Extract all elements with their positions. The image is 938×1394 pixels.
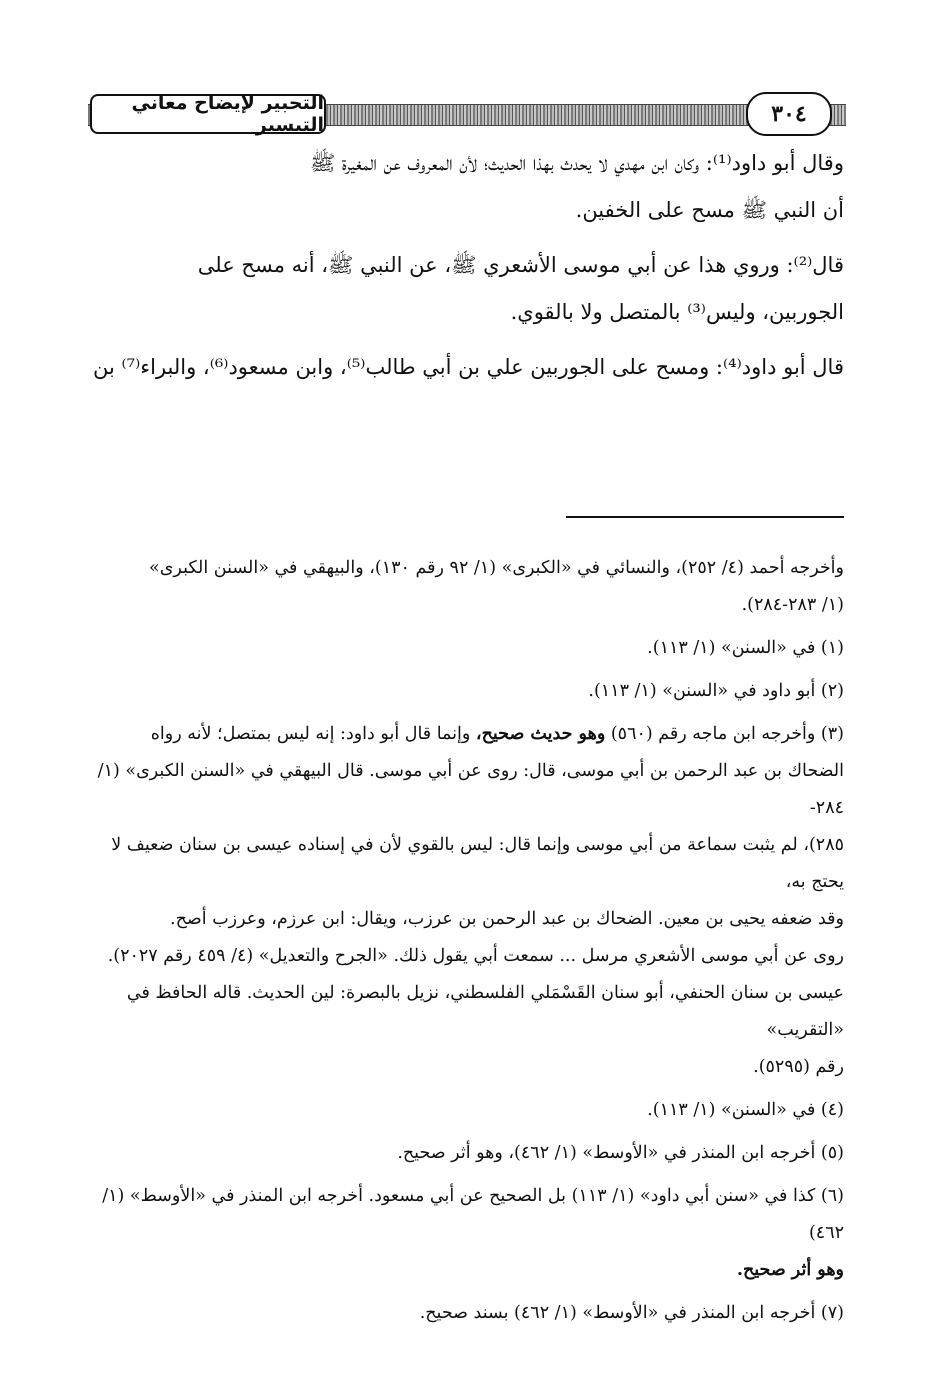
footnote-bold-text: وهو أثر صحيح.: [736, 1260, 844, 1280]
page-number: [746, 92, 832, 136]
footnote-1: (١) في «السنن» (١/ ١١٣).: [647, 638, 844, 658]
text-line: قال⁽²⁾: وروي هذا عن أبي موسى الأشعري ﷺ، عن النبي ﷺ، أنه مسح على: [197, 253, 844, 277]
footnote-7: (٧) أخرجه ابن المنذر في «الأوسط» (١/ ٤٦٢) بسند صحيح.: [419, 1303, 844, 1323]
footnote-line: الضحاك بن عبد الرحمن بن أبي موسى، قال: روى عن أبي موسى. قال البيهقي في «السنن الكبرى» (١/ ٢٨٤-: [97, 761, 844, 818]
footnote-2: (٢) أبو داود في «السنن» (١/ ١١٣).: [588, 681, 844, 701]
footnote-line: وأخرجه أحمد (٤/ ٢٥٢)، والنسائي في «الكبرى» (١/ ٩٢ رقم ١٣٠)، والبيهقي في «السنن الكبرى»: [149, 558, 844, 578]
text-line: وقال أبو داود⁽¹⁾: وكان ابن مهدي لا يحدث بهذا الحديث؛ لأن المعروف عن المغيرة ﷺ: [309, 151, 844, 175]
footnote-text: (٣) وأخرجه ابن ماجه رقم (٥٦٠): [605, 724, 844, 744]
paragraph-1: [92, 140, 844, 234]
text-line: الجوربين، وليس⁽³⁾ بالمتصل ولا بالقوي.: [510, 300, 844, 324]
footnote-line: رقم (٥٢٩٥).: [753, 1057, 844, 1077]
footnote-line: ٢٨٥)، لم يثبت سماعة من أبي موسى وإنما قال: ليس بالقوي لأن في إسناده عيسى بن سنان ضعيف لا يحتج به،: [111, 835, 844, 892]
footnote-carryover: [92, 550, 844, 624]
footnote-4: (٤) في «السنن» (١/ ١١٣).: [647, 1100, 844, 1120]
running-title-text: التحبير لإيضاح معاني التيسير: [131, 92, 324, 136]
footnote-6: [92, 1178, 844, 1289]
footnote-line: [92, 716, 844, 753]
footnote-line: (١/ ٢٨٣-٢٨٤).: [741, 595, 844, 615]
footnote-line: (٦) كذا في «سنن أبي داود» (١/ ١١٣) بل الصحيح عن أبي مسعود. أخرجه ابن المنذر في «الأوسط» (١/ ٤٦٢): [102, 1186, 844, 1243]
footnote-line: وقد ضعفه يحيى بن معين. الضحاك بن عبد الرحمن بن عرزب، ويقال: ابن عرزم، وعرزب أصح.: [170, 909, 844, 929]
text-line: قال أبو داود⁽⁴⁾: ومسح على الجوربين علي بن أبي طالب⁽⁵⁾، وابن مسعود⁽⁶⁾، والبراء⁽⁷⁾ بن: [93, 355, 844, 379]
footnote-5: (٥) أخرجه ابن المنذر في «الأوسط» (١/ ٤٦٢)، وهو أثر صحيح.: [397, 1143, 844, 1163]
footnotes: [92, 550, 844, 1332]
text-line: أن النبي ﷺ مسح على الخفين.: [575, 198, 844, 222]
page-number-text: ٣٠٤: [771, 101, 807, 127]
paragraph-2: [92, 242, 844, 336]
footnote-line: روى عن أبي موسى الأشعري مرسل ... سمعت أبي يقول ذلك. «الجرح والتعديل» (٤/ ٤٥٩ رقم ٢٠٢٧).: [107, 946, 844, 966]
footnote-divider: [566, 516, 844, 518]
main-text: [92, 140, 844, 391]
paragraph-3: [92, 344, 844, 391]
footnote-text: وإنما قال أبو داود: إنه ليس بمتصل؛ لأنه رواه: [150, 724, 476, 744]
footnote-3: [92, 716, 844, 1086]
running-title: [90, 94, 326, 134]
footnote-line: عيسى بن سنان الحنفي، أبو سنان القَسْمَلي الفلسطني، نزيل بالبصرة: لين الحديث. قاله الحافظ في «التقريب»: [126, 983, 844, 1040]
footnote-bold-text: وهو حديث صحيح،: [475, 724, 606, 744]
